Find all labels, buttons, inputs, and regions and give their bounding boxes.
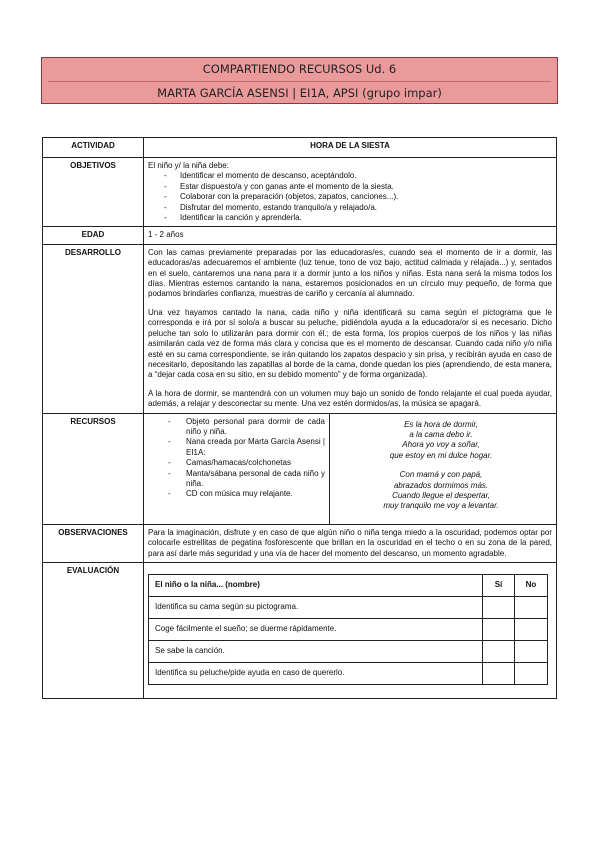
actividad-row bbox=[43, 138, 557, 158]
edad-value: 1 - 2 años bbox=[144, 227, 557, 244]
nana-line: abrazados dormimos más. bbox=[393, 480, 489, 490]
check-si-cell[interactable] bbox=[483, 663, 515, 685]
desarrollo-content bbox=[144, 244, 557, 413]
objetivos-content bbox=[144, 158, 557, 227]
recursos-label: RECURSOS bbox=[43, 413, 144, 524]
table-row bbox=[149, 641, 548, 663]
objetivos-intro: El niño y/ la niña debe: bbox=[148, 161, 229, 170]
evaluacion-content bbox=[144, 563, 557, 699]
evaluacion-label: EVALUACIÓN bbox=[43, 563, 144, 699]
list-item: - Identificar el momento de descanso, aceptándolo. bbox=[164, 171, 552, 181]
table-row bbox=[149, 597, 548, 619]
list-item: - Manta/sábana personal de cada niño y niña. bbox=[168, 469, 325, 490]
desarrollo-paragraph: A la hora de dormir, se mantendrá con un volumen muy bajo un sonido de fondo relajante el cual pueda ayudar, además, a relajar y desconectar su mente. Una vez estén dormidos/as, la música se apagará. bbox=[148, 388, 552, 409]
recursos-list bbox=[148, 417, 325, 500]
list-item: - Camas/hamacas/colchonetas bbox=[168, 458, 325, 468]
col-no-header: No bbox=[515, 575, 548, 597]
header-subtitle: MARTA GARCÍA ASENSI | EI1A, APSI (grupo impar) bbox=[157, 86, 442, 100]
nana-line: muy tranquilo me voy a levantar. bbox=[383, 501, 499, 511]
evaluation-criterion: Se sabe la canción. bbox=[149, 641, 483, 663]
desarrollo-paragraph: Una vez hayamos cantado la nana, cada niño y niña identificará su cama según el pictograma que le corresponda e irá por sí solo/a a buscar su peluche, pidiéndola ayuda a la educadora/or si es necesario. Dicho peluche tan solo lo utilizarán para dormir con él.; de esta forma, los propios cuerpos de los niños y las niñas asimilarán cada vez de forma más clara y concisa que es el momento de descansar. Cuando cada niño y/o niña esté en su cama correspondiente, se irán quitando los zapatos despacio y sin prisa, y recibirán ayuda en caso de necesitarlo, depositando las zapatillas al borde de la cama, donde quedan los pies (aprendiendo, de esta manera, a “dejar cada cosa en su sitio, en su debido momento” y de forma organizada). bbox=[148, 307, 552, 380]
list-item: - Objeto personal para dormir de cada niño y niña. bbox=[168, 417, 325, 438]
objetivos-label: OBJETIVOS bbox=[43, 158, 144, 227]
edad-row bbox=[43, 227, 557, 244]
actividad-label: ACTIVIDAD bbox=[43, 138, 144, 158]
list-item: - Disfrutar del momento, estando tranquilo/a y relajado/a. bbox=[164, 203, 552, 213]
evaluation-criterion: Coge fácilmente el sueño; se duerme rápidamente. bbox=[149, 619, 483, 641]
check-no-cell[interactable] bbox=[515, 663, 548, 685]
check-si-cell[interactable] bbox=[483, 597, 515, 619]
desarrollo-row bbox=[43, 244, 557, 413]
edad-label: EDAD bbox=[43, 227, 144, 244]
actividad-value: HORA DE LA SIESTA bbox=[144, 138, 557, 158]
evaluation-header: El niño o la niña... (nombre) bbox=[149, 575, 483, 597]
table-row bbox=[149, 619, 548, 641]
check-no-cell[interactable] bbox=[515, 641, 548, 663]
nana-line: Con mamá y con papá, bbox=[399, 470, 483, 480]
nana-lyrics bbox=[330, 417, 552, 521]
observaciones-label: OBSERVACIONES bbox=[43, 524, 144, 562]
nana-line: Ahora yo voy a soñar, bbox=[402, 440, 480, 450]
check-si-cell[interactable] bbox=[483, 619, 515, 641]
nana-stanza bbox=[330, 420, 552, 462]
recursos-row bbox=[43, 413, 557, 524]
col-si-header: Sí bbox=[483, 575, 515, 597]
activity-table bbox=[42, 137, 557, 699]
observaciones-row bbox=[43, 524, 557, 562]
evaluation-table bbox=[148, 574, 548, 685]
recursos-content bbox=[144, 413, 557, 524]
list-item: - Estar dispuesto/a y con ganas ante el momento de la siesta. bbox=[164, 182, 552, 192]
nana-stanza bbox=[330, 470, 552, 512]
list-item: - Nana creada por Marta García Asensi | EI1A: bbox=[168, 437, 325, 458]
nana-line: que estoy en mi dulce hogar. bbox=[389, 450, 493, 460]
table-row bbox=[149, 663, 548, 685]
recursos-list-column bbox=[148, 414, 330, 524]
desarrollo-paragraph: Con las camas previamente preparadas por las educadoras/es, cuando sea el momento de ir a dormir, las educadoras/as adecuaremos el ambiente (luz tenue, tono de voz bajo, actitud calmada y relajada...) y, sentados en el suelo, cantaremos una nana para ir a dormir junto a los niños y niñas. Esta nana será la misma todos los días. Mientras estemos cantando la nana, estaremos posicionados en un círculo muy pequeño, de forma que podamos brindarles confianza, muestras de cariño y cercanía al alumnado. bbox=[148, 247, 552, 299]
nana-line: a la cama debo ir. bbox=[409, 429, 473, 439]
list-item: - Colaborar con la preparación (objetos, zapatos, canciones...). bbox=[164, 192, 552, 202]
evaluacion-row bbox=[43, 563, 557, 699]
nana-line: Es la hora de dormir, bbox=[404, 419, 478, 429]
observaciones-value: Para la imaginación, disfrute y en caso de que algún niño o niña tenga miedo a la oscuridad, podemos optar por colocarle estrellitas de pegatina fosforescente que brillan en la oscuridad en el techo o en su zona de la pared, para así darle más seguridad y una vía de hacer del momento del descanso, un momento agradable. bbox=[144, 524, 557, 562]
check-no-cell[interactable] bbox=[515, 597, 548, 619]
list-item: - CD con música muy relajante. bbox=[168, 489, 325, 499]
list-item: - Identificar la canción y aprenderla. bbox=[164, 213, 552, 223]
nana-line: Cuando llegue el despertar, bbox=[392, 490, 490, 500]
desarrollo-label: DESARROLLO bbox=[43, 244, 144, 413]
evaluation-criterion: Identifica su peluche/pide ayuda en caso de quererlo. bbox=[149, 663, 483, 685]
document-header bbox=[41, 57, 558, 104]
evaluation-criterion: Identifica su cama según su pictograma. bbox=[149, 597, 483, 619]
check-no-cell[interactable] bbox=[515, 619, 548, 641]
objetivos-list bbox=[148, 171, 552, 223]
objetivos-row bbox=[43, 158, 557, 227]
header-title: COMPARTIENDO RECURSOS Ud. 6 bbox=[202, 62, 397, 76]
evaluation-header-row bbox=[149, 575, 548, 597]
check-si-cell[interactable] bbox=[483, 641, 515, 663]
